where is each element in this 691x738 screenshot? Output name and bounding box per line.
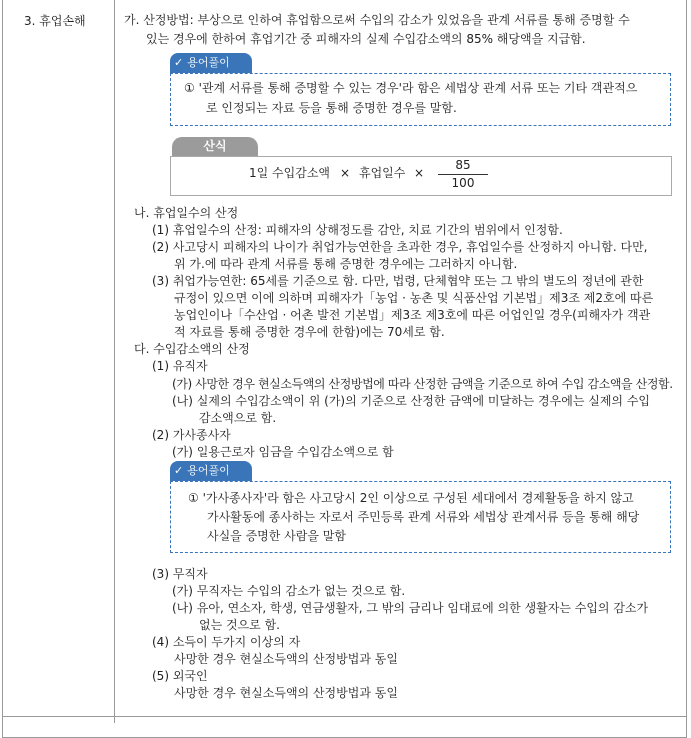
term1-line-2: 로 인정되는 자료 등을 통해 증명한 경우를 말함. — [206, 101, 457, 115]
term2-line-2: 가사활동에 종사하는 자로서 주민등록 관계 서류와 세법상 관계서류 등을 통해 해당 — [207, 510, 640, 524]
section-label: 3. 휴업손해 — [24, 14, 86, 28]
term2-line-3: 사실을 증명한 사람을 말함 — [207, 529, 346, 543]
da-h5: (5) 외국인 — [152, 669, 208, 683]
check-icon: ✓ — [174, 56, 184, 69]
term1-line-1: ① '관계 서류를 통해 증명할 수 있는 경우'라 함은 세법상 관계 서류 또는 기타 객관적으 — [184, 81, 638, 95]
ga-line-2: 있는 경우에 한하여 휴업기간 중 피해자의 실제 수입감소액의 85% 해당액을 지급함. — [146, 32, 586, 46]
term-title-2: 용어풀이 — [187, 464, 230, 477]
da-h3-na-1: (나) 유아, 연소자, 학생, 연금생활자, 그 밖의 금리나 임대료에 의한 생활자는 수입의 감소가 — [172, 601, 649, 615]
formula-numerator: 85 — [455, 158, 471, 172]
da-title: 다. 수입감소액의 산정 — [134, 342, 250, 356]
da-h4: (4) 소득이 두가지 이상의 자 — [152, 635, 301, 649]
da-h2: (2) 가사종사자 — [152, 428, 231, 442]
da-h3: (3) 무직자 — [152, 567, 208, 581]
term-title-1: 용어풀이 — [187, 56, 230, 69]
na-item-3: (3) 취업가능연한: 65세를 기준으로 함. 다만, 법령, 단체협약 또는 그 밖의 별도의 정년에 관한 — [152, 274, 644, 288]
da-h3-ga: (가) 무직자는 수입의 감소가 없는 것으로 함. — [172, 584, 406, 598]
na-item-3-cont-1: 규정이 있으면 이에 의하며 피해자가「농업 · 농촌 및 식품산업 기본법」제3조 제2호에 따른 — [174, 291, 654, 305]
na-item-2-cont: 위 가.에 따라 관계 서류를 통해 증명한 경우에는 그러하지 아니함. — [174, 257, 518, 271]
da-h5-text: 사망한 경우 현실소득액의 산정방법과 동일 — [174, 686, 398, 700]
term-tab-2 — [170, 461, 252, 481]
formula-op-2: × — [414, 166, 425, 180]
term-tab-1 — [170, 53, 252, 73]
da-h2-ga: (가) 일용근로자 임금을 수입감소액으로 함 — [172, 445, 394, 459]
da-h1-na-2: 감소액으로 함. — [199, 411, 277, 425]
na-item-3-cont-2: 농업인이나「수산업 · 어촌 발전 기본법」제3조 제3호에 따른 어업인일 경우(피해자가 객관 — [174, 308, 651, 322]
da-h1-ga: (가) 사망한 경우 현실소득액의 산정방법에 따라 산정한 금액을 기준으로 하여 수입 감소액을 산정함. — [172, 377, 673, 391]
da-h3-na-2: 없는 것으로 함. — [199, 618, 280, 632]
check-icon: ✓ — [174, 464, 184, 477]
formula-term-1: 1일 수입감소액 — [249, 166, 331, 180]
bottom-rule — [2, 716, 687, 717]
formula-denominator: 100 — [451, 176, 475, 190]
formula-op-1: × — [340, 166, 351, 180]
na-title: 나. 휴업일수의 산정 — [134, 206, 239, 220]
ga-line-1: 가. 산정방법: 부상으로 인하여 휴업함으로써 수입의 감소가 있었음을 관계 서류를 통해 증명할 수 — [124, 13, 630, 27]
formula-tab: 산식 — [172, 137, 258, 156]
formula-term-2: 휴업일수 — [359, 166, 406, 180]
da-h1-na-1: (나) 실제의 수입감소액이 위 (가)의 기준으로 산정한 금액에 미달하는 경우에는 실제의 수입 — [172, 394, 651, 408]
left-column — [2, 0, 115, 723]
na-item-3-cont-3: 적 자료를 통해 증명한 경우에 한함)에는 70세로 함. — [174, 325, 445, 339]
term2-line-1: ① '가사종사자'라 함은 사고당시 2인 이상으로 구성된 세대에서 경제활동을 하지 않고 — [188, 491, 634, 505]
da-h1: (1) 유직자 — [152, 359, 208, 373]
na-item-1: (1) 휴업일수의 산정: 피해자의 상해정도를 감안, 치료 기간의 범위에서 인정함. — [152, 223, 563, 237]
da-h4-text: 사망한 경우 현실소득액의 산정방법과 동일 — [174, 652, 398, 666]
na-item-2: (2) 사고당시 피해자의 나이가 취업가능연한을 초과한 경우, 휴업일수를 산정하지 아니함. 다만, — [152, 240, 648, 254]
